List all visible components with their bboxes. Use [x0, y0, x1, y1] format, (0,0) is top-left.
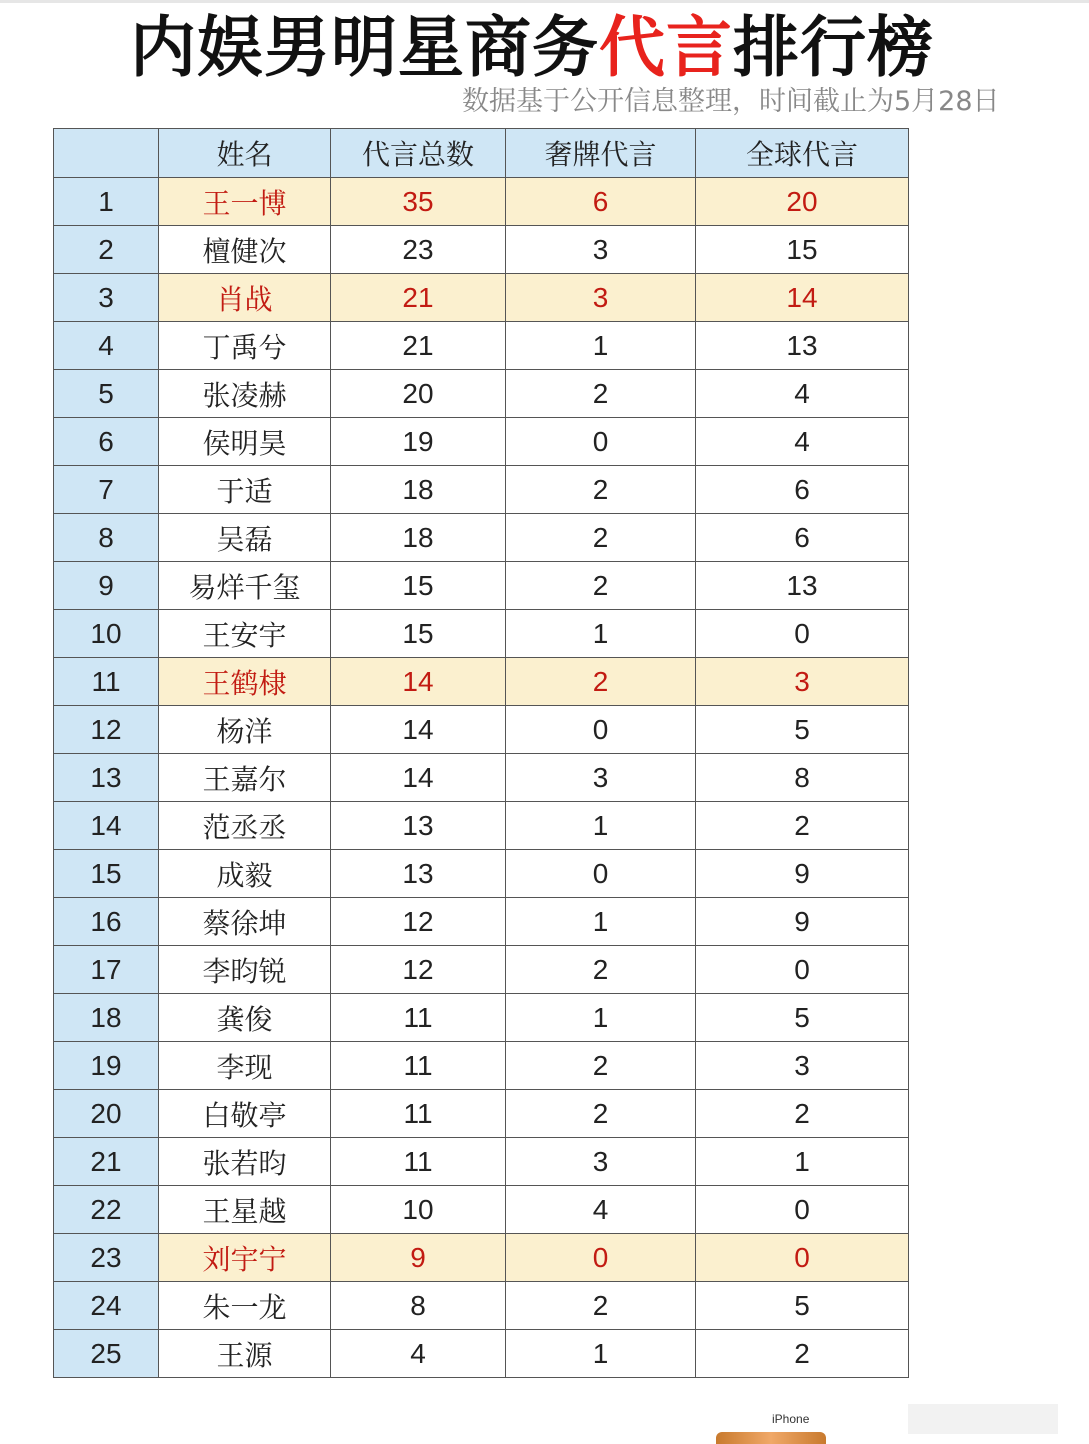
rank-cell: 22 — [54, 1186, 159, 1234]
ranking-table — [53, 128, 909, 1378]
rank-cell: 13 — [54, 754, 159, 802]
table-row — [54, 178, 909, 226]
name-cell: 张若昀 — [159, 1138, 331, 1186]
name-cell: 李昀锐 — [159, 946, 331, 994]
total-cell: 13 — [331, 802, 506, 850]
table-row — [54, 994, 909, 1042]
name-cell: 王安宇 — [159, 610, 331, 658]
luxury-cell: 6 — [506, 178, 696, 226]
luxury-cell: 2 — [506, 1042, 696, 1090]
luxury-cell: 3 — [506, 274, 696, 322]
table-row — [54, 1330, 909, 1378]
table-header-row — [54, 129, 909, 178]
luxury-cell: 0 — [506, 1234, 696, 1282]
header-total: 代言总数 — [331, 129, 506, 178]
table-body — [54, 178, 909, 1378]
rank-cell: 12 — [54, 706, 159, 754]
total-cell: 21 — [331, 322, 506, 370]
total-cell: 18 — [331, 466, 506, 514]
luxury-cell: 4 — [506, 1186, 696, 1234]
rank-cell: 21 — [54, 1138, 159, 1186]
total-cell: 18 — [331, 514, 506, 562]
table-row — [54, 850, 909, 898]
total-cell: 23 — [331, 226, 506, 274]
global-cell: 13 — [696, 562, 909, 610]
name-cell: 吴磊 — [159, 514, 331, 562]
luxury-cell: 3 — [506, 754, 696, 802]
luxury-cell: 1 — [506, 322, 696, 370]
luxury-cell: 1 — [506, 802, 696, 850]
total-cell: 20 — [331, 370, 506, 418]
total-cell: 11 — [331, 1090, 506, 1138]
rank-cell: 16 — [54, 898, 159, 946]
total-cell: 11 — [331, 1042, 506, 1090]
page-title — [130, 8, 934, 88]
global-cell: 2 — [696, 1330, 909, 1378]
luxury-cell: 0 — [506, 706, 696, 754]
footer-bar — [908, 1404, 1058, 1434]
table-row — [54, 658, 909, 706]
rank-cell: 10 — [54, 610, 159, 658]
title-highlight: 代言 — [599, 9, 733, 86]
name-cell: 白敬亭 — [159, 1090, 331, 1138]
name-cell: 范丞丞 — [159, 802, 331, 850]
table-row — [54, 226, 909, 274]
total-cell: 15 — [331, 562, 506, 610]
name-cell: 王星越 — [159, 1186, 331, 1234]
global-cell: 2 — [696, 1090, 909, 1138]
luxury-cell: 2 — [506, 370, 696, 418]
luxury-cell: 2 — [506, 466, 696, 514]
luxury-cell: 2 — [506, 1282, 696, 1330]
table-row — [54, 274, 909, 322]
global-cell: 9 — [696, 850, 909, 898]
table-row — [54, 466, 909, 514]
total-cell: 12 — [331, 898, 506, 946]
global-cell: 0 — [696, 610, 909, 658]
rank-cell: 23 — [54, 1234, 159, 1282]
total-cell: 11 — [331, 994, 506, 1042]
global-cell: 13 — [696, 322, 909, 370]
rank-cell: 24 — [54, 1282, 159, 1330]
total-cell: 8 — [331, 1282, 506, 1330]
global-cell: 14 — [696, 274, 909, 322]
name-cell: 李现 — [159, 1042, 331, 1090]
name-cell: 刘宇宁 — [159, 1234, 331, 1282]
rank-cell: 19 — [54, 1042, 159, 1090]
global-cell: 5 — [696, 1282, 909, 1330]
name-cell: 檀健次 — [159, 226, 331, 274]
luxury-cell: 2 — [506, 946, 696, 994]
table-row — [54, 1234, 909, 1282]
name-cell: 张凌赫 — [159, 370, 331, 418]
global-cell: 3 — [696, 1042, 909, 1090]
global-cell: 9 — [696, 898, 909, 946]
luxury-cell: 1 — [506, 610, 696, 658]
rank-cell: 8 — [54, 514, 159, 562]
total-cell: 15 — [331, 610, 506, 658]
luxury-cell: 1 — [506, 994, 696, 1042]
table-row — [54, 418, 909, 466]
phone-thumbnail — [716, 1432, 826, 1444]
luxury-cell: 2 — [506, 1090, 696, 1138]
global-cell: 3 — [696, 658, 909, 706]
rank-cell: 2 — [54, 226, 159, 274]
name-cell: 杨洋 — [159, 706, 331, 754]
total-cell: 35 — [331, 178, 506, 226]
total-cell: 4 — [331, 1330, 506, 1378]
name-cell: 侯明昊 — [159, 418, 331, 466]
rank-cell: 25 — [54, 1330, 159, 1378]
rank-cell: 15 — [54, 850, 159, 898]
luxury-cell: 3 — [506, 226, 696, 274]
rank-cell: 5 — [54, 370, 159, 418]
rank-cell: 14 — [54, 802, 159, 850]
luxury-cell: 0 — [506, 850, 696, 898]
name-cell: 龚俊 — [159, 994, 331, 1042]
rank-cell: 18 — [54, 994, 159, 1042]
table-row — [54, 370, 909, 418]
total-cell: 14 — [331, 754, 506, 802]
rank-cell: 6 — [54, 418, 159, 466]
global-cell: 5 — [696, 706, 909, 754]
name-cell: 肖战 — [159, 274, 331, 322]
total-cell: 14 — [331, 658, 506, 706]
global-cell: 4 — [696, 418, 909, 466]
table-row — [54, 514, 909, 562]
name-cell: 朱一龙 — [159, 1282, 331, 1330]
table-row — [54, 754, 909, 802]
total-cell: 14 — [331, 706, 506, 754]
luxury-cell: 2 — [506, 514, 696, 562]
name-cell: 王鹤棣 — [159, 658, 331, 706]
table-row — [54, 1138, 909, 1186]
name-cell: 易烊千玺 — [159, 562, 331, 610]
luxury-cell: 2 — [506, 658, 696, 706]
name-cell: 于适 — [159, 466, 331, 514]
luxury-cell: 3 — [506, 1138, 696, 1186]
name-cell: 王嘉尔 — [159, 754, 331, 802]
name-cell: 王源 — [159, 1330, 331, 1378]
rank-cell: 4 — [54, 322, 159, 370]
global-cell: 20 — [696, 178, 909, 226]
rank-cell: 17 — [54, 946, 159, 994]
luxury-cell: 1 — [506, 1330, 696, 1378]
title-suffix: 排行榜 — [733, 9, 934, 86]
table-row — [54, 898, 909, 946]
rank-cell: 20 — [54, 1090, 159, 1138]
name-cell: 成毅 — [159, 850, 331, 898]
header-name: 姓名 — [159, 129, 331, 178]
table-row — [54, 610, 909, 658]
global-cell: 0 — [696, 1186, 909, 1234]
global-cell: 15 — [696, 226, 909, 274]
rank-cell: 1 — [54, 178, 159, 226]
global-cell: 6 — [696, 466, 909, 514]
total-cell: 11 — [331, 1138, 506, 1186]
rank-cell: 11 — [54, 658, 159, 706]
rank-cell: 7 — [54, 466, 159, 514]
rank-cell: 3 — [54, 274, 159, 322]
global-cell: 8 — [696, 754, 909, 802]
total-cell: 12 — [331, 946, 506, 994]
luxury-cell: 1 — [506, 898, 696, 946]
global-cell: 1 — [696, 1138, 909, 1186]
header-luxury: 奢牌代言 — [506, 129, 696, 178]
global-cell: 6 — [696, 514, 909, 562]
luxury-cell: 2 — [506, 562, 696, 610]
table-row — [54, 562, 909, 610]
page-subtitle: 数据基于公开信息整理，时间截止为5月28日 — [462, 86, 1000, 117]
global-cell: 5 — [696, 994, 909, 1042]
global-cell: 0 — [696, 1234, 909, 1282]
luxury-cell: 0 — [506, 418, 696, 466]
name-cell: 蔡徐坤 — [159, 898, 331, 946]
title-prefix: 内娱男明星商务 — [130, 9, 599, 86]
total-cell: 10 — [331, 1186, 506, 1234]
rank-cell: 9 — [54, 562, 159, 610]
table-row — [54, 1282, 909, 1330]
top-divider — [0, 0, 1089, 3]
total-cell: 13 — [331, 850, 506, 898]
total-cell: 19 — [331, 418, 506, 466]
name-cell: 丁禹兮 — [159, 322, 331, 370]
header-rank — [54, 129, 159, 178]
table-row — [54, 946, 909, 994]
global-cell: 4 — [696, 370, 909, 418]
table-row — [54, 322, 909, 370]
global-cell: 2 — [696, 802, 909, 850]
global-cell: 0 — [696, 946, 909, 994]
table-row — [54, 1042, 909, 1090]
device-label: iPhone — [772, 1412, 810, 1426]
name-cell: 王一博 — [159, 178, 331, 226]
total-cell: 9 — [331, 1234, 506, 1282]
header-global: 全球代言 — [696, 129, 909, 178]
table-row — [54, 1090, 909, 1138]
table-row — [54, 1186, 909, 1234]
table-row — [54, 802, 909, 850]
table-row — [54, 706, 909, 754]
total-cell: 21 — [331, 274, 506, 322]
